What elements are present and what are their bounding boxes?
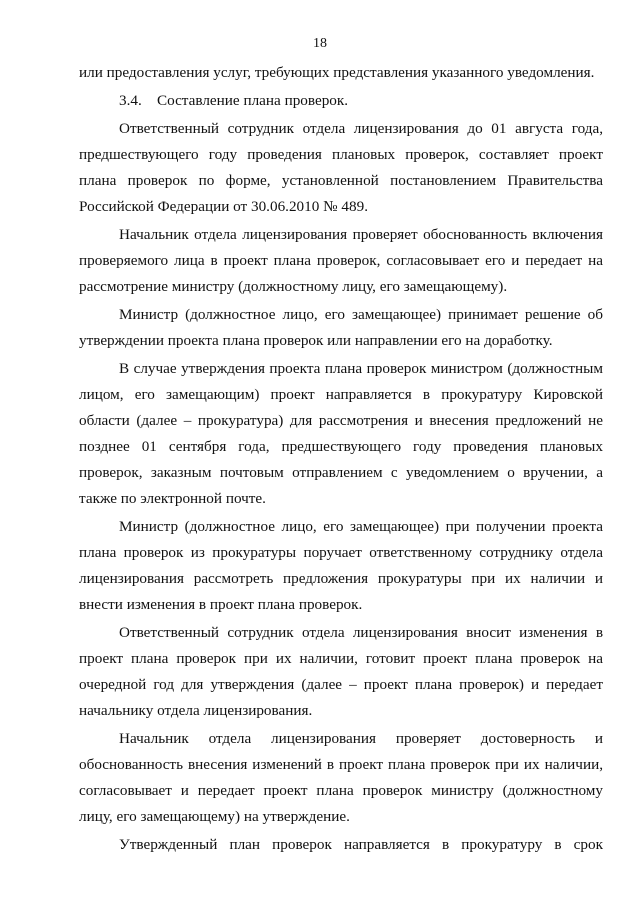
document-body xyxy=(79,60,603,858)
paragraph-continuation: или предоставления услуг, требующих представления указанного уведомления. xyxy=(79,64,595,81)
paragraph: Ответственный сотрудник отдела лицензирования вносит изменения в проект плана проверок при их наличии, готовит проект плана проверок на очередной год для утверждения (далее – проект плана проверок) и передает начальнику отдела лицензирования. xyxy=(79,624,603,719)
page-number: 18 xyxy=(313,36,327,51)
paragraph: В случае утверждения проекта плана проверок министром (должностным лицом, его замещающим) проект направляется в прокуратуру Кировской области (далее – прокуратура) для рассмотрения и внесения предложений не позднее 01 сентября года, предшествующего году проведения плановых проверок, заказным почтовым отправлением с уведомлением о вручении, а также по электронной почте. xyxy=(79,360,603,507)
paragraph: Ответственный сотрудник отдела лицензирования до 01 августа года, предшествующего году проведения плановых проверок, составляет проект плана проверок по форме, установленной постановлением Правительства Российской Федерации от 30.06.2010 № 489. xyxy=(79,120,603,215)
paragraph: Министр (должностное лицо, его замещающее) при получении проекта плана проверок из прокуратуры поручает ответственному сотруднику отдела лицензирования рассмотреть предложения прокуратуры при их наличии и внести изменения в проект плана проверок. xyxy=(79,518,603,613)
paragraph-truncated: Утвержденный план проверок направляется в прокуратуру в срок xyxy=(119,836,603,853)
section-heading-3-4: 3.4. Составление плана проверок. xyxy=(119,92,349,109)
paragraph: Начальник отдела лицензирования проверяет обоснованность включения проверяемого лица в проект плана проверок, согласовывает его и передает на рассмотрение министру (должностному лицу, его замещающему). xyxy=(79,226,603,295)
paragraph: Начальник отдела лицензирования проверяет достоверность и обоснованность внесения изменений в проект плана проверок при их наличии, согласовывает и передает проект плана проверок министру (должностному лицу, его замещающему) на утверждение. xyxy=(79,730,603,825)
paragraph: Министр (должностное лицо, его замещающее) принимает решение об утверждении проекта плана проверок или направлении его на доработку. xyxy=(79,306,603,349)
